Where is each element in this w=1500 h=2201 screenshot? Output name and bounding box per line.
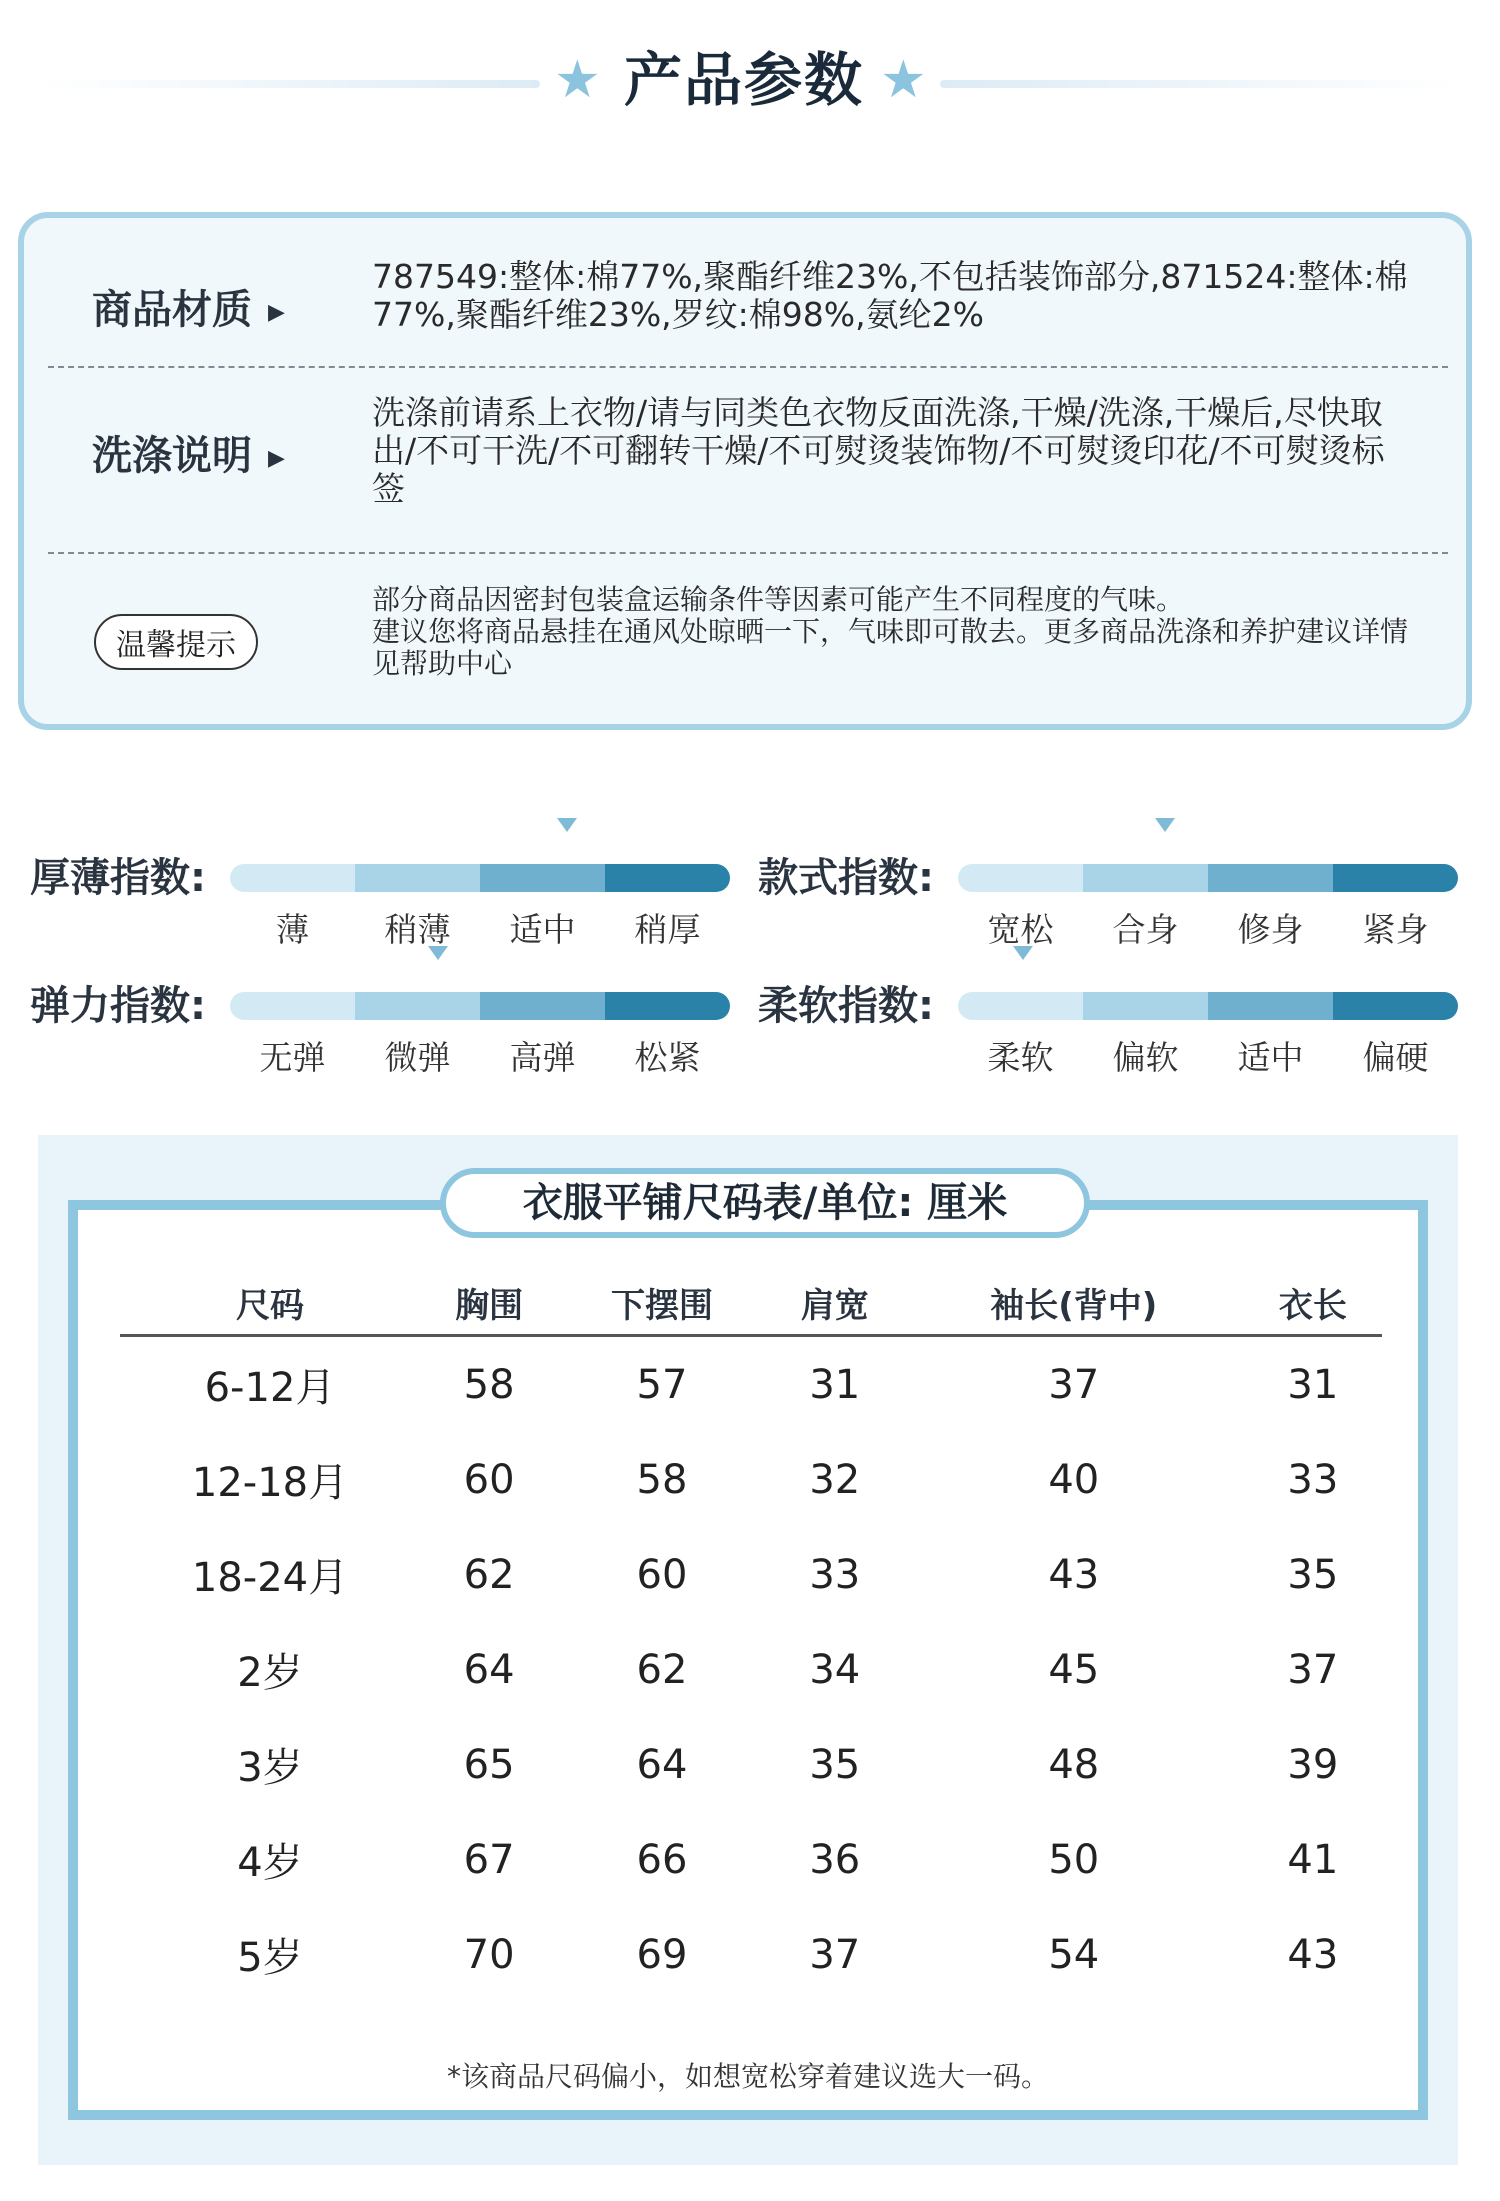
style-index-options: [958, 904, 1458, 951]
product-info-card: [18, 212, 1472, 730]
softness-option: 偏软: [1112, 1038, 1179, 1077]
table-cell: 64: [636, 1741, 688, 1788]
table-cell: 40: [1048, 1456, 1100, 1503]
table-cell: 37: [1048, 1361, 1100, 1408]
thickness-index-label: 厚薄指数:: [30, 855, 206, 901]
thickness-option: 适中: [509, 910, 576, 949]
style-option: 修身: [1237, 910, 1304, 949]
size-note: *该商品尺码偏小，如想宽松穿着建议选大一码。: [446, 2060, 1049, 2093]
table-cell: 2岁: [237, 1650, 303, 1696]
elasticity-option: 微弹: [384, 1038, 451, 1077]
elasticity-marker-icon: [428, 946, 448, 960]
thickness-option: 稍薄: [384, 910, 451, 949]
table-cell: 37: [809, 1931, 861, 1978]
elasticity-index-bar: [230, 992, 730, 1020]
thickness-index-options: [230, 904, 730, 951]
material-label: 商品材质 ▶: [92, 287, 285, 333]
thickness-option: 稍厚: [634, 910, 701, 949]
table-cell: 66: [636, 1836, 688, 1883]
table-cell: 69: [636, 1931, 688, 1978]
column-header: 胸围: [420, 1270, 558, 1336]
table-cell: 35: [809, 1741, 861, 1788]
table-cell: 70: [463, 1931, 515, 1978]
table-cell: 50: [1048, 1836, 1100, 1883]
table-cell: 41: [1287, 1836, 1339, 1883]
table-cell: 62: [463, 1551, 515, 1598]
table-cell: 67: [463, 1836, 515, 1883]
elasticity-index-options: [230, 1032, 730, 1079]
table-cell: 64: [463, 1646, 515, 1693]
style-marker-icon: [1155, 818, 1175, 832]
table-cell: 58: [636, 1456, 688, 1503]
table-row: [120, 1432, 1382, 1527]
tip-line-2: 建议您将商品悬挂在通风处晾晒一下，气味即可散去。更多商品洗涤和养护建议详情见帮助中心: [372, 615, 1409, 680]
page-title: 产品参数: [623, 46, 864, 114]
header-divider-left: [40, 80, 540, 88]
style-index-bar: [958, 864, 1458, 892]
divider: [48, 552, 1448, 554]
softness-index-label: 柔软指数:: [758, 983, 934, 1029]
size-table: [120, 1270, 1382, 2002]
softness-option: 柔软: [987, 1038, 1054, 1077]
table-cell: 57: [636, 1361, 688, 1408]
table-cell: 39: [1287, 1741, 1339, 1788]
style-option: 紧身: [1362, 910, 1429, 949]
softness-option: 适中: [1237, 1038, 1304, 1077]
table-cell: 58: [463, 1361, 515, 1408]
table-cell: 65: [463, 1741, 515, 1788]
table-cell: 31: [809, 1361, 861, 1408]
column-header: 袖长(背中): [904, 1270, 1244, 1336]
table-row: [120, 1907, 1382, 2002]
table-cell: 31: [1287, 1361, 1339, 1408]
tip-line-1: 部分商品因密封包装盒运输条件等因素可能产生不同程度的气味。: [372, 583, 1185, 616]
softness-marker-icon: [1013, 946, 1033, 960]
table-cell: 3岁: [237, 1745, 303, 1791]
style-index-label: 款式指数:: [758, 855, 934, 901]
table-cell: 48: [1048, 1741, 1100, 1788]
caret-right-icon: ▶: [268, 299, 285, 325]
table-cell: 37: [1287, 1646, 1339, 1693]
table-cell: 62: [636, 1646, 688, 1693]
column-header: 肩宽: [766, 1270, 904, 1336]
elasticity-index-label: 弹力指数:: [30, 983, 206, 1029]
table-cell: 43: [1048, 1551, 1100, 1598]
table-row: [120, 1717, 1382, 1812]
table-cell: 32: [809, 1456, 861, 1503]
column-header: 尺码: [120, 1270, 420, 1336]
thickness-index-bar: [230, 864, 730, 892]
elasticity-option: 高弹: [509, 1038, 576, 1077]
divider: [48, 366, 1448, 368]
table-cell: 54: [1048, 1931, 1100, 1978]
table-cell: 60: [463, 1456, 515, 1503]
star-icon: ★: [880, 50, 927, 110]
softness-index-options: [958, 1032, 1458, 1079]
column-header: 衣长: [1244, 1270, 1382, 1336]
washing-text: 洗涤前请系上衣物/请与同类色衣物反面洗涤,干燥/洗涤,干燥后,尽快取出/不可干洗/不可翻转干燥/不可熨烫装饰物/不可熨烫印花/不可熨烫标签: [372, 393, 1385, 508]
table-cell: 36: [809, 1836, 861, 1883]
header-divider-right: [940, 80, 1460, 88]
table-cell: 33: [809, 1551, 861, 1598]
softness-option: 偏硬: [1362, 1038, 1429, 1077]
style-option: 合身: [1112, 910, 1179, 949]
washing-label: 洗涤说明 ▶: [92, 433, 285, 479]
table-cell: 12-18月: [191, 1460, 349, 1506]
elasticity-option: 松紧: [634, 1038, 701, 1077]
star-icon: ★: [554, 50, 601, 110]
table-cell: 4岁: [237, 1840, 303, 1886]
table-cell: 45: [1048, 1646, 1100, 1693]
table-cell: 35: [1287, 1551, 1339, 1598]
table-cell: 18-24月: [191, 1555, 349, 1601]
softness-index-bar: [958, 992, 1458, 1020]
material-text: 787549:整体:棉77%,聚酯纤维23%,不包括装饰部分,871524:整体:棉77%,聚酯纤维23%,罗纹:棉98%,氨纶2%: [372, 257, 1408, 334]
table-cell: 6-12月: [204, 1365, 336, 1411]
style-option: 宽松: [987, 910, 1054, 949]
table-cell: 5岁: [237, 1935, 303, 1981]
thickness-option: 薄: [276, 910, 309, 949]
section-header: [0, 40, 1500, 120]
table-row: [120, 1622, 1382, 1717]
table-row: [120, 1336, 1382, 1433]
caret-right-icon: ▶: [268, 445, 285, 471]
size-table-title: 衣服平铺尺码表/单位: 厘米: [440, 1168, 1090, 1238]
table-cell: 34: [809, 1646, 861, 1693]
table-cell: 33: [1287, 1456, 1339, 1503]
table-cell: 60: [636, 1551, 688, 1598]
size-table-header-row: [120, 1270, 1382, 1336]
table-row: [120, 1527, 1382, 1622]
table-cell: 43: [1287, 1931, 1339, 1978]
tip-badge: 温馨提示: [94, 614, 258, 670]
tip-text: [372, 584, 1412, 680]
thickness-marker-icon: [557, 818, 577, 832]
table-row: [120, 1812, 1382, 1907]
column-header: 下摆围: [558, 1270, 765, 1336]
elasticity-option: 无弹: [259, 1038, 326, 1077]
